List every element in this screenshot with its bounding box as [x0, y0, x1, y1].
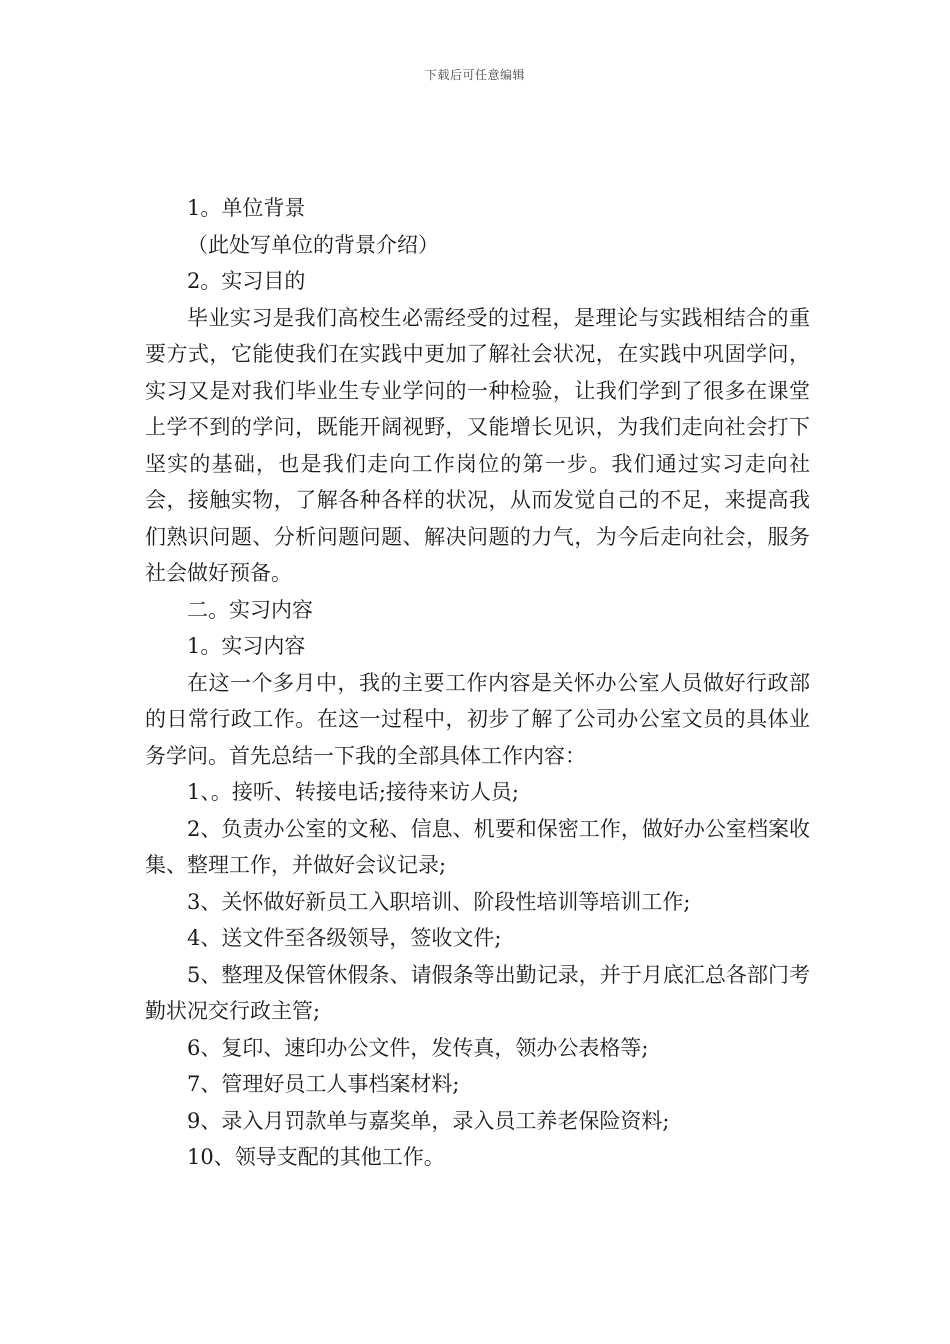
work-item-2: 2、负责办公室的文秘、信息、机要和保密工作，做好办公室档案收集、整理工作，并做好会议记录;: [145, 816, 810, 877]
unit-background-placeholder: （此处写单位的背景介绍）: [187, 232, 439, 257]
section-heading-internship-purpose: 2。实习目的: [187, 269, 306, 293]
work-item-1: 1、。接听、转接电话;接待来访人员;: [187, 780, 520, 804]
work-item-9: 9、录入月罚款单与嘉奖单，录入员工养老保险资料;: [187, 1108, 670, 1133]
work-item-7: 7、管理好员工人事档案材料;: [187, 1072, 460, 1096]
page-header-note: 下载后可任意编辑: [424, 68, 525, 82]
work-item-4: 4、送文件至各级领导，签收文件;: [187, 926, 502, 950]
section-heading-internship-content: 二。实习内容: [187, 597, 313, 622]
work-item-5: 5、整理及保管休假条、请假条等出勤记录，并于月底汇总各部门考勤状况交行政主管;: [145, 962, 810, 1023]
subsection-heading-internship-content: 1。实习内容: [187, 634, 306, 658]
section-heading-unit-background: 1。单位背景: [187, 196, 306, 220]
document-body: [145, 190, 810, 1176]
work-item-6: 6、复印、速印办公文件，发传真，领办公表格等;: [187, 1035, 649, 1060]
work-item-3: 3、关怀做好新员工入职培训、阶段性培训等培训工作;: [187, 889, 691, 914]
internship-content-intro-paragraph: 在这一个多月中，我的主要工作内容是关怀办公室人员做好行政部的日常行政工作。在这一过程中，初步了解了公司办公室文员的具体业务学问。首先总结一下我的全部具体工作内容：: [145, 670, 810, 768]
work-item-10: 10、领导支配的其他工作。: [187, 1145, 445, 1169]
internship-purpose-paragraph: 毕业实习是我们高校生必需经受的过程，是理论与实践相结合的重要方式，它能使我们在实践中更加了解社会状况，在实践中巩固学问，实习又是对我们毕业生专业学问的一种检验，让我们学到了很多在课堂上学不到的学问，既能开阔视野，又能增长见识，为我们走向社会打下坚实的基础，也是我们走向工作岗位的第一步。我们通过实习走向社会，接触实物，了解各种各样的状况，从而发觉自己的不足，来提高我们熟识问题、分析问题问题、解决问题的力气，为今后走向社会，服务社会做好预备。: [145, 305, 810, 585]
